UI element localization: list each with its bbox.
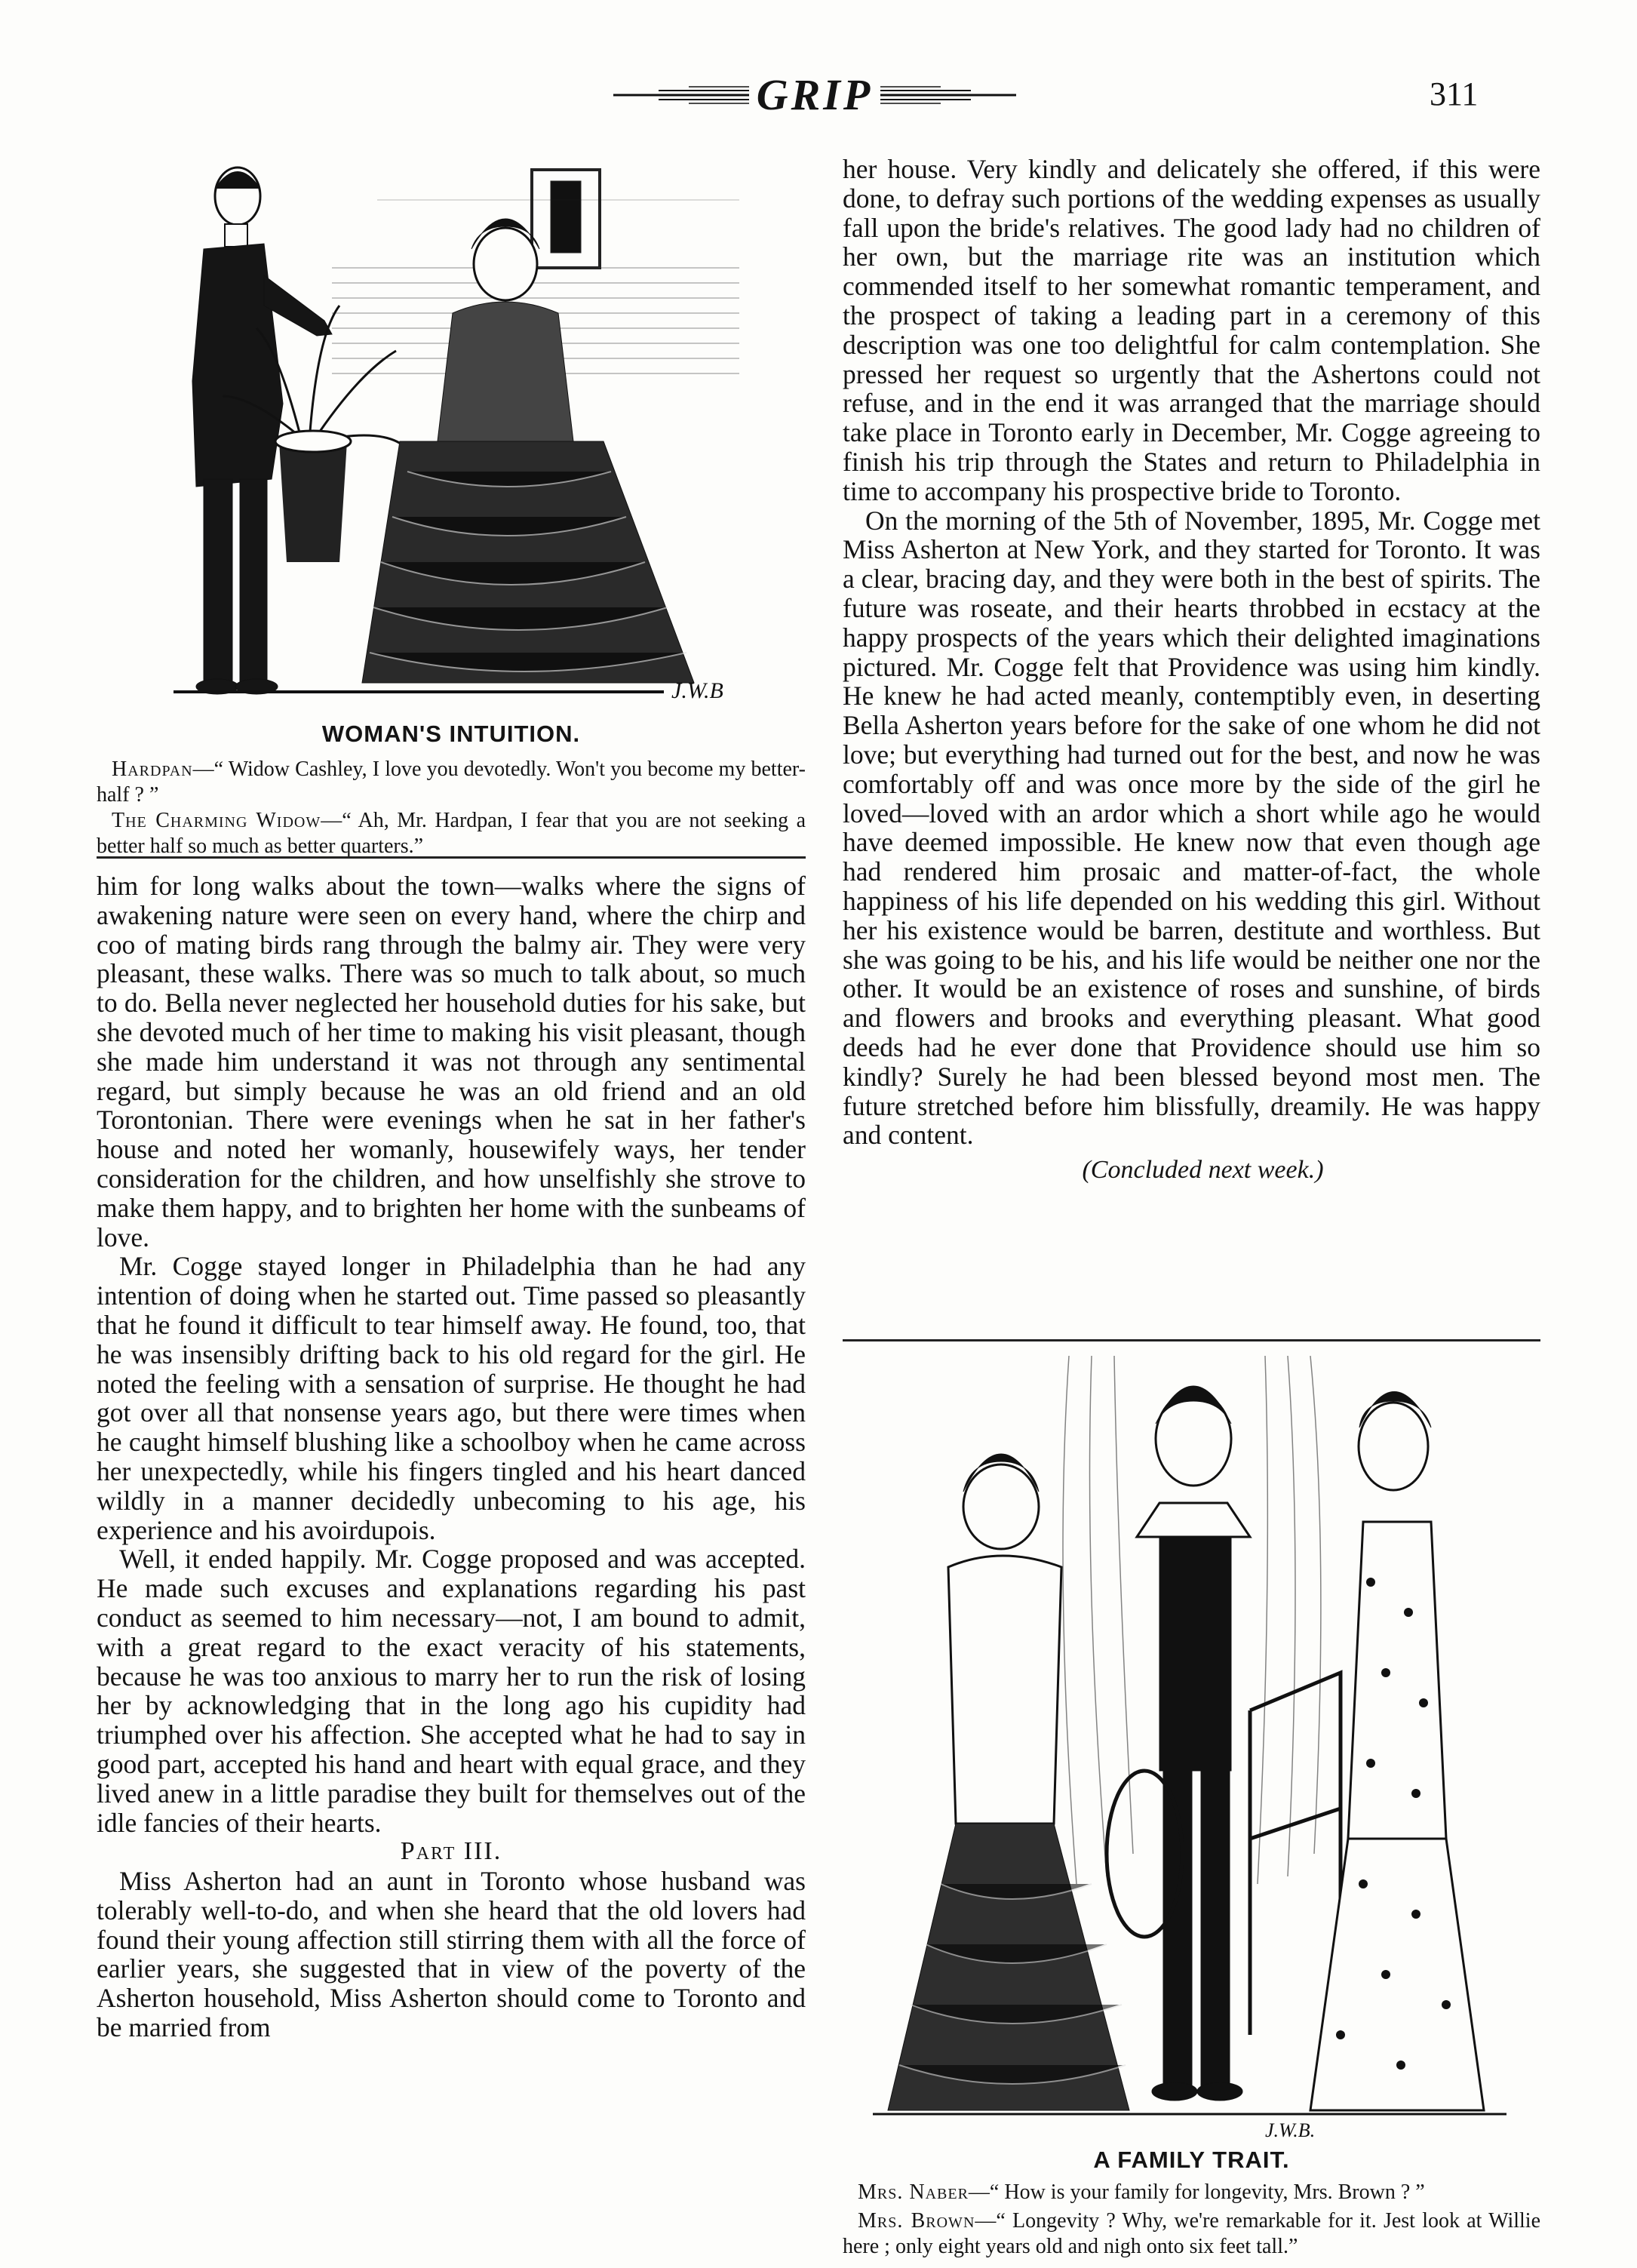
- left-paragraph-4: Miss Asherton had an aunt in Toronto whose husband was tolerably well-to-do, and when she heard that the old lovers had found their young affection still stirring them with all the force of earlier years, she suggested that in view of the poverty of the Asherton household, Miss Asherton should come to Toronto and be married from: [97, 1866, 806, 2043]
- page-number: 311: [1430, 75, 1479, 112]
- right-body-text: [843, 155, 1540, 1185]
- concluded-next-week: (Concluded next week.): [1082, 1156, 1324, 1185]
- masthead-left-rule: [613, 84, 749, 106]
- left-paragraph-2: Mr. Cogge stayed longer in Philadelphia than he had any intention of doing when he started out. Time passed so pleasantly that he found it difficult to tear himself away. He found, too, that he was insensibly drifting back to his old regard for the girl. He noted the feeling with a sensation of surprise. He thought he had got over all that nonsense years ago, but there were times when he caught himself blushing like a schoolboy when he came across her unexpectedly, while his fingers tingled and his heart danced wildly in a manner decidedly unbecoming to his age, his experience and his avoirdupois.: [97, 1251, 806, 1545]
- right-column: [843, 155, 1540, 2260]
- left-paragraph-3: Well, it ended happily. Mr. Cogge proposed and was accepted. He made such excuses and explanations regarding his past conduct as seemed to him necessary—not, I am bound to admit, with a great regard to the exact veracity of his statements, because he was too anxious to marry her to run the risk of losing her by acknowledging that in the long ago his cupidity had triumphed over his affection. She accepted what he had to say in good part, accepted his hand and heart with equal grace, and they lived anew in a little paradise they built for themselves out of the idle fancies of their hearts.: [97, 1544, 806, 1838]
- top-illustration-caption: [97, 757, 806, 859]
- caption-speaker-mrs-naber: Mrs. Naber: [858, 2180, 969, 2204]
- womans-intuition-illustration: [151, 155, 747, 713]
- caption-speaker-widow: The Charming Widow: [112, 809, 321, 832]
- page-header: [0, 72, 1637, 118]
- bottom-illustration-title: A FAMILY TRAIT.: [1093, 2147, 1290, 2173]
- caption-speaker-mrs-brown: Mrs. Brown: [858, 2209, 975, 2233]
- right-paragraph-1: her house. Very kindly and delicately she offered, if this were done, to defray such portions of the wedding expenses as usually fall upon the bride's relatives. The good lady had no children of her own, but the marriage rite was an institution which commended itself to her somewhat romantic temperament, and the prospect of taking a leading part in a ceremony of this description was one too delightful for calm contemplation. She pressed her request so urgently that the Ashertons could not refuse, and in the end it was arranged that the marriage should take place in Toronto early in December, Mr. Cogge agreeing to finish his trip through the States and return to Philadelphia in time to accompany his prospective bride to Toronto.: [843, 154, 1540, 506]
- family-trait-illustration: [843, 1356, 1540, 2246]
- left-column: [97, 155, 806, 2260]
- masthead: [573, 72, 1056, 118]
- caption-line-widow: —“ Ah, Mr. Hardpan, I fear that you are not seeking a better half so much as better quarters.”: [97, 809, 806, 858]
- left-paragraph-1: him for long walks about the town—walks where the signs of awakening nature were seen on every hand, where the chirp and coo of mating birds rang through the balmy air. They were very pleasant, these walks. There was so much to talk about, so much to do. Bella never neglected her household duties for his sake, but she devoted much of her time to making his visit pleasant, though she made him understand it was not through any sentimental regard, but simply because he was an old friend and an old Torontonian. There were evenings when he sat in her father's house and noted her womanly, housewifely ways, her tender consideration for the children, and how unselfishly she strove to make them happy, and to brighten her home with the sunbeams of love.: [97, 871, 806, 1252]
- publication-title: GRIP: [756, 70, 874, 119]
- part-three-heading: Part III.: [400, 1837, 502, 1866]
- left-body-text: [97, 871, 806, 2042]
- bottom-illustration-signature: J.W.B.: [1265, 2119, 1316, 2141]
- right-divider-rule: [843, 1339, 1540, 1341]
- caption-line-mrs-naber: —“ How is your family for longevity, Mrs. Brown ? ”: [968, 2180, 1425, 2204]
- top-illustration-signature: J.W.B: [671, 678, 723, 703]
- bottom-illustration-caption: [843, 2180, 1540, 2260]
- right-paragraph-2: On the morning of the 5th of November, 1895, Mr. Cogge met Miss Asherton at New York, and they started for Toronto. It was a clear, bracing day, and they were both in the best of spirits. The future was roseate, and their hearts throbbed in ecstacy at the happy prospects of the years which their delighted imaginations pictured. Mr. Cogge felt that Providence was using him kindly. He knew he had acted meanly, contemptibly even, in deserting Bella Asherton years before for the sake of one whom he did not love; but everything had turned out for the best, and now he was comfortably off and was once more by the side of the girl he loved—loved with an ardor which a short while ago he would have deemed impossible. He knew now that even though age had rendered him prosaic and matter-of-fact, the whole happiness of his life depended on his wedding this girl. Without her his existence would be barren, destitute and worthless. But she was going to be his, and his life would be neither one nor the other. It would be an existence of roses and sunshine, of birds and flowers and brooks and everything pleasant. What good deeds had he ever done that Providence should use him so kindly? Surely he had been blessed beyond most men. The future stretched before him blissfully, dreamily. He was happy and content.: [843, 505, 1540, 1151]
- caption-line-hardpan: —“ Widow Cashley, I love you devotedly. Won't you become my better-half ? ”: [97, 758, 806, 807]
- top-illustration-title: WOMAN'S INTUITION.: [321, 721, 581, 747]
- left-divider-rule: [97, 856, 806, 859]
- caption-speaker-hardpan: Hardpan: [112, 758, 193, 781]
- masthead-right-rule: [880, 84, 1016, 106]
- caption-line-mrs-brown: —“ Longevity ? Why, we're remarkable for it. Jest look at Willie here ; only eight years old and nigh onto six feet tall.”: [843, 2209, 1541, 2258]
